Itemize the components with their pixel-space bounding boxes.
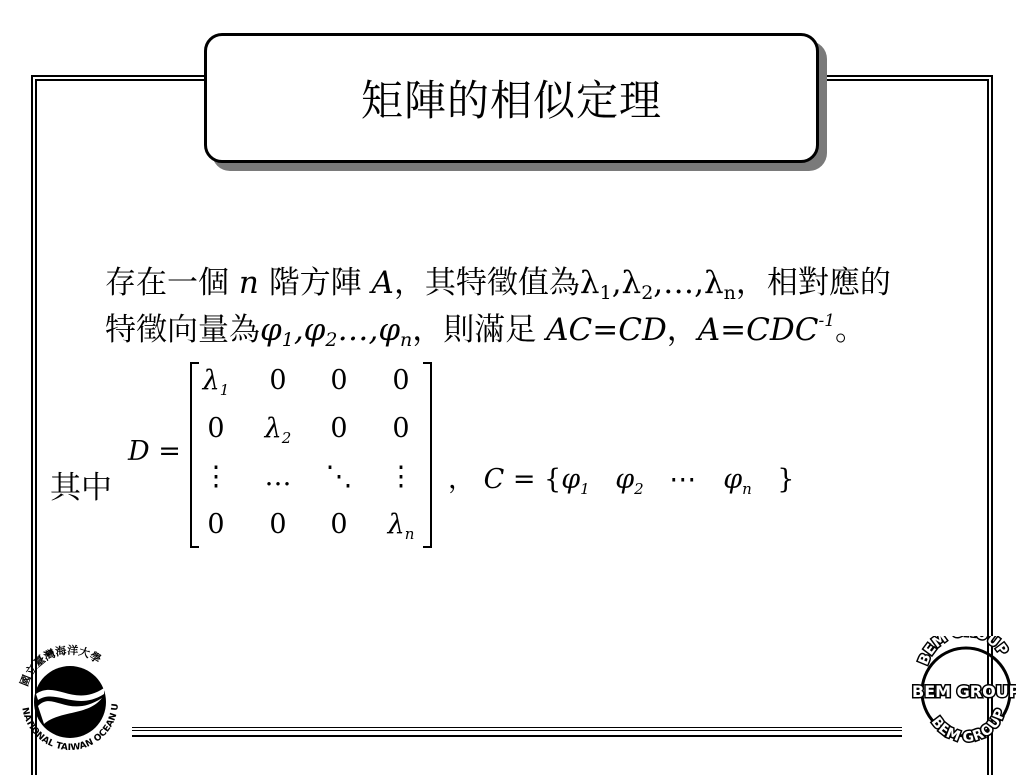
- text-fragment: 階方陣: [268, 265, 362, 301]
- equals-sign: =: [149, 436, 181, 467]
- matrix-symbol: φ: [561, 464, 581, 495]
- var-D: D: [128, 436, 150, 467]
- svg-text:BEM GROUP: BEM GROUP: [912, 682, 1016, 701]
- subscript: n: [404, 525, 415, 543]
- subscript: 1: [599, 282, 612, 304]
- subscript: 1: [580, 480, 590, 498]
- title-box: [204, 33, 819, 163]
- equation-a-cdc: A=CDC: [697, 312, 819, 348]
- var-phi: ,φ: [293, 312, 326, 348]
- matrix-symbol: λ: [202, 365, 220, 396]
- slide-title: 矩陣的相似定理: [360, 76, 662, 125]
- matrix-cell: [248, 414, 308, 453]
- subscript: n: [400, 329, 413, 351]
- close-brace: }: [777, 464, 795, 495]
- matrix-cell: 0: [392, 365, 410, 396]
- equals-brace: = {: [504, 464, 562, 495]
- subscript: 2: [634, 480, 644, 498]
- c-item: [561, 464, 615, 498]
- superscript: -1: [818, 311, 836, 331]
- matrix-cell: 0: [207, 509, 225, 540]
- svg-text:BEM GROUP: BEM GROUP: [927, 706, 1009, 744]
- c-items: [561, 464, 777, 498]
- matrix-symbol: φ: [723, 464, 743, 495]
- matrix-cell: ⋱: [325, 461, 353, 492]
- text-fragment: 。: [835, 312, 867, 348]
- equation-ac-cd: AC=CD: [546, 312, 667, 348]
- text-fragment: ,λ: [611, 265, 642, 301]
- slide-bottom-rule: [132, 727, 902, 737]
- svg-text:BEM GROUP: BEM UP: [915, 636, 1011, 668]
- subscript: 1: [281, 329, 294, 351]
- var-A: A: [371, 265, 394, 301]
- theorem-line-2: [105, 313, 866, 350]
- text-fragment: ，: [448, 464, 484, 495]
- svg-text:國立臺灣海洋大學: 國立臺灣海洋大學: [17, 643, 104, 689]
- matrix-cell: 0: [392, 413, 410, 444]
- matrix-cell: ⋮: [202, 461, 230, 492]
- matrix-cell: 0: [207, 413, 225, 444]
- matrix-cell: …: [264, 461, 292, 492]
- c-definition: [448, 457, 794, 498]
- matrix-cell: [186, 366, 246, 405]
- matrix-symbol: λ: [387, 509, 405, 540]
- subscript: 1: [219, 381, 230, 399]
- text-fragment: ，其特徵值為λ: [393, 265, 600, 301]
- var-phi: …,φ: [337, 312, 401, 348]
- subscript: 2: [281, 429, 292, 447]
- matrix-cell: ⋮: [387, 461, 415, 492]
- var-C: C: [483, 464, 505, 495]
- text-fragment: ，: [666, 312, 698, 348]
- text-fragment: ,…,λ: [653, 265, 724, 301]
- text-fragment: ，則滿足: [412, 312, 537, 348]
- text-fragment: ，相對應的: [735, 265, 891, 301]
- bem-group-logo: [910, 636, 1016, 744]
- c-item: [615, 464, 669, 498]
- var-n: n: [238, 265, 259, 301]
- c-item: ⋯: [669, 464, 697, 495]
- var-phi: φ: [260, 312, 282, 348]
- theorem-line-1: [105, 265, 891, 304]
- matrix-cell: 0: [269, 509, 287, 540]
- ntou-logo: [8, 628, 130, 760]
- matrix-cell: 0: [269, 365, 287, 396]
- where-label: 其中: [50, 470, 112, 506]
- subscript: 2: [641, 282, 654, 304]
- matrix-symbol: φ: [615, 464, 635, 495]
- d-label: [128, 436, 181, 467]
- slide-frame: [31, 75, 993, 775]
- svg-text:NATIONAL TAIWAN OCEAN UNIVERSI: NATIONAL TAIWAN OCEAN U: [19, 702, 122, 754]
- text-fragment: 存在一個: [105, 265, 229, 301]
- subscript: 2: [325, 329, 338, 351]
- subscript: n: [742, 480, 752, 498]
- matrix-cell: 0: [330, 413, 348, 444]
- subscript: n: [723, 282, 736, 304]
- text-fragment: 特徵向量為: [105, 312, 260, 348]
- matrix-symbol: λ: [264, 413, 282, 444]
- matrix-cell: [371, 510, 431, 549]
- matrix-cell: 0: [330, 509, 348, 540]
- matrix-cell: 0: [330, 365, 348, 396]
- c-item: [723, 464, 777, 498]
